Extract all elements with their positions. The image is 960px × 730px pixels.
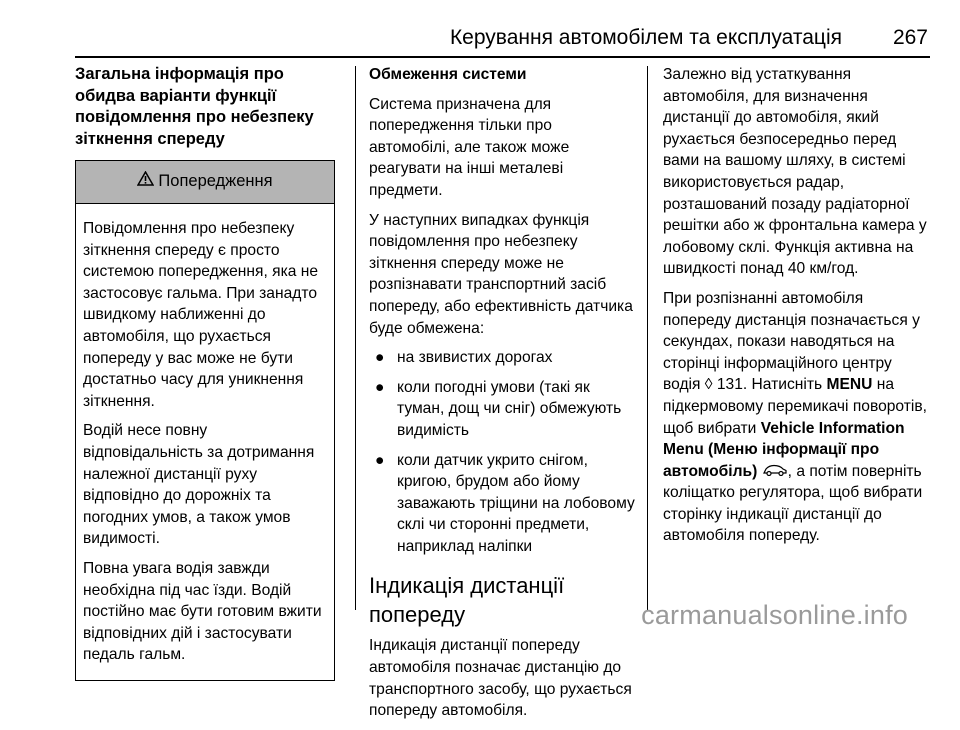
warning-box: [75, 160, 335, 681]
bullet-icon: ●: [375, 378, 385, 396]
list-item: ● коли погодні умови (такі як туман, дощ чи сніг) обмежують видимість: [375, 378, 622, 439]
running-title: Керування автомобілем та експлуатація: [449, 26, 842, 49]
watermark: carmanualsonline.info: [641, 600, 908, 630]
bullet-icon: ●: [375, 349, 385, 367]
warning-header: [76, 161, 334, 204]
vehicle-menu-label: Vehicle Information Menu (Меню інформації про автомобіль): [663, 419, 905, 480]
section-heading: Індикація дистанції попереду: [369, 573, 565, 628]
list-item: ● на звивистих дорогах: [369, 347, 635, 369]
page-number: 267: [892, 26, 928, 49]
page-header: [0, 0, 960, 58]
paragraph: Система призначена для попередження тільки про автомобілі, але також може реагувати на інші металеві предмети.: [369, 95, 570, 199]
warning-body: [76, 204, 334, 680]
left-column: [75, 64, 335, 681]
warning-paragraph: Повна увага водія завжди необхідна під час їзди. Водій постійно має бути готовим вжити відповідних дій і застосувати педаль гальм.: [83, 559, 322, 664]
menu-button-label: MENU: [826, 376, 873, 394]
warning-paragraph: Водій несе повну відповідальність за дотримання належної дистанції руху відповідно до дорожніх та погодних умов, а також умов видимості.: [83, 422, 315, 548]
warning-title: Попередження: [158, 172, 273, 191]
car-icon: [762, 463, 788, 480]
column-divider: [647, 66, 648, 610]
page-reference-icon: ◊: [704, 376, 713, 394]
paragraph: При розпізнанні автомобіля попереду дистанція позначається у секундах, покази наводяться на сторінці інформаційного центру водія ◊ 131. Натисніть MENU на підкермовому перемикачі поворотів, щоб вибрати Vehicle Information Menu (Меню інформації про автомобіль) , а потім поверніть коліщатко регулятора, щоб вибрати сторінку індикації дистанції до автомобіля попереду.: [663, 289, 927, 545]
middle-column: [369, 64, 635, 730]
warning-paragraph: Повідомлення про небезпеку зіткнення спереду є просто системою попередження, яка не застосовує гальма. При занадто швидкому наближенні до автомобіля, що рухається попереду у вас може не бути достатньо часу для уникнення зіткнення.: [83, 220, 319, 410]
bullet-list: [369, 347, 635, 557]
paragraph: У наступних випадках функція повідомлення про небезпеку зіткнення спереду може не розпізнавати транспортний засіб попереду, або ефективність датчика буде обмежена:: [369, 211, 633, 337]
list-item: ● коли датчик укрито снігом, кригою, брудом або йому заважають тріщини на лобовому склі чи сторонні предмети, наприклад наліпки: [375, 451, 635, 555]
paragraph: Залежно від устаткування автомобіля, для визначення дистанції до автомобіля, який рухається безпосередньо перед вами на вашому шляху, в системі використовується радар, розташований позаду радіаторної решітки або ж фронтальна камера у лобовому склі. Функція активна на швидкості понад 40 км/год.: [663, 66, 927, 278]
paragraph: Індикація дистанції попереду автомобіля позначає дистанцію до транспортного засобу, що рухається попереду автомобіля.: [369, 637, 632, 720]
subheading: Обмеження системи: [369, 66, 527, 83]
column-divider: [355, 66, 356, 610]
bullet-icon: ●: [375, 451, 385, 469]
header-rule: [75, 56, 930, 58]
warning-triangle-icon: [137, 171, 154, 193]
section-heading: Загальна інформація про обидва варіанти функції повідомлення про небезпеку зіткнення спереду: [75, 65, 314, 148]
right-column: [663, 64, 933, 555]
